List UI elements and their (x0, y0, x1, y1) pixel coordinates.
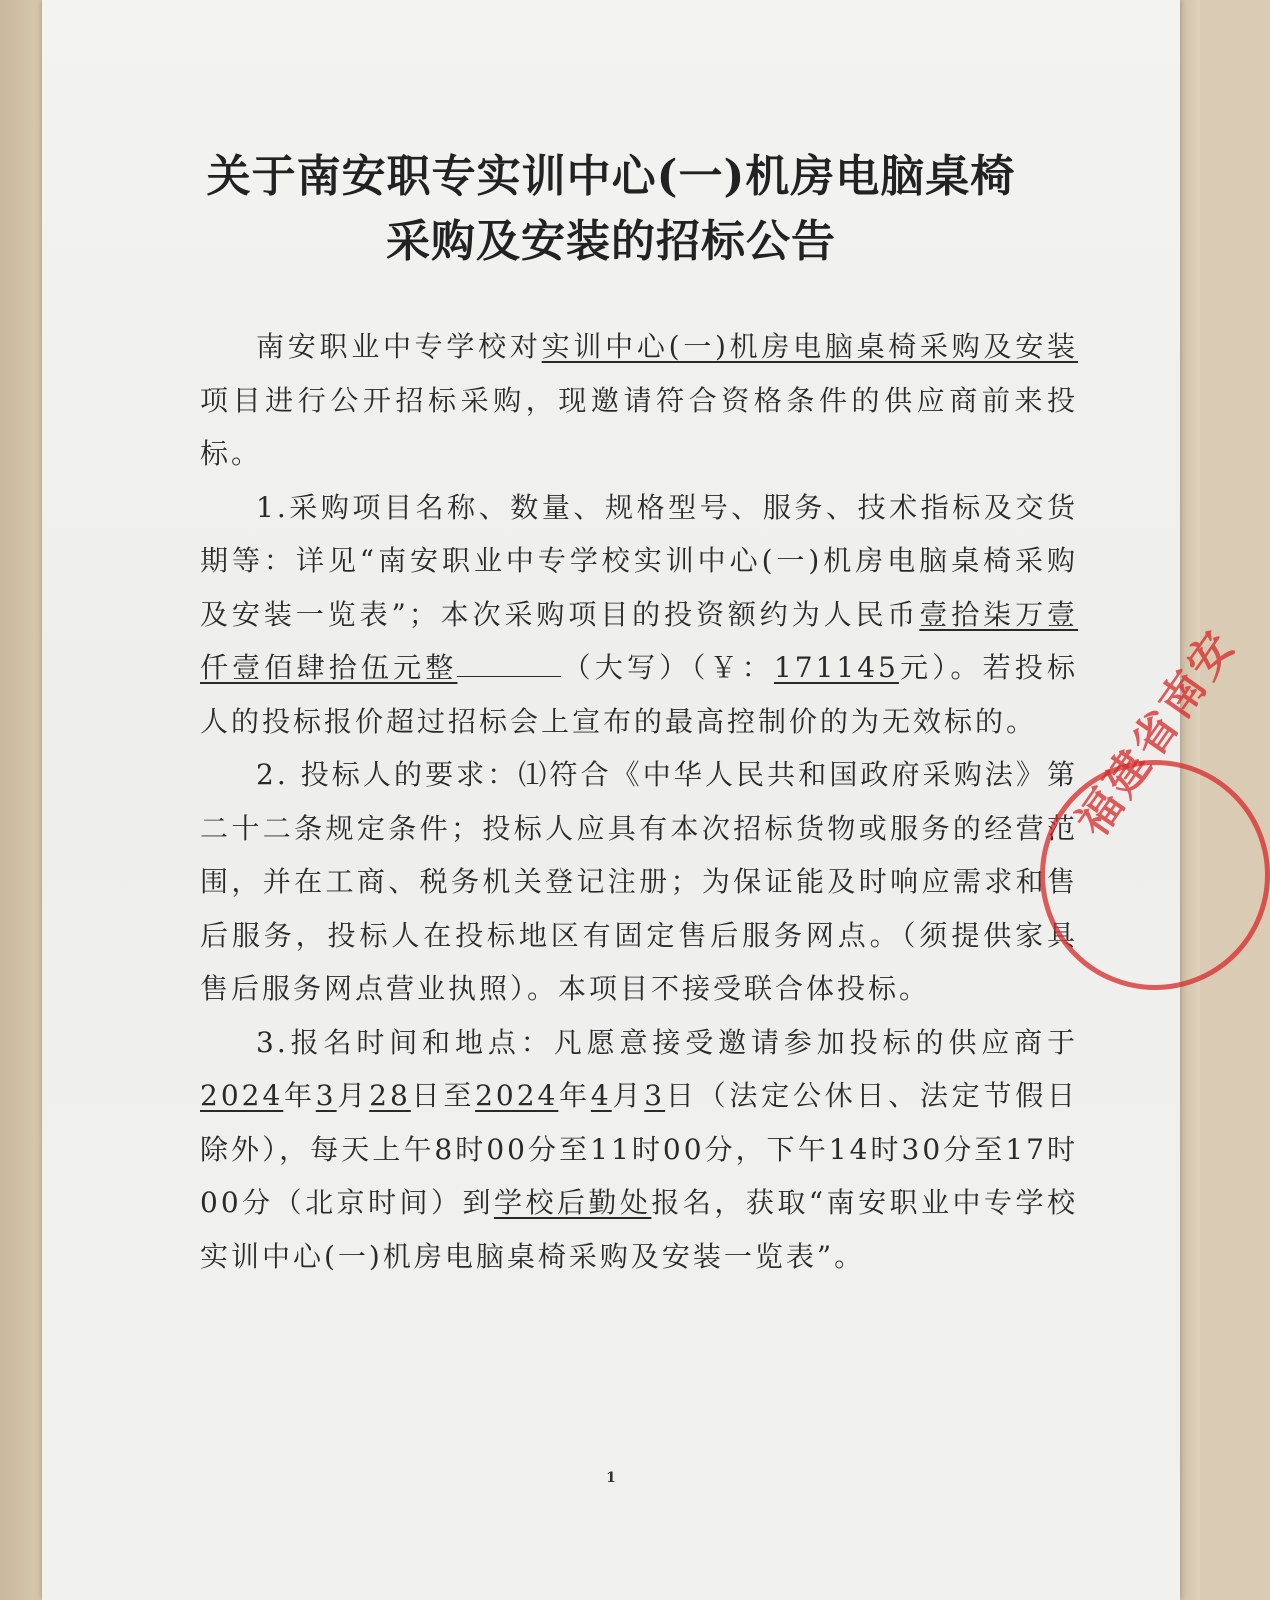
document-title-line-1: 关于南安职专实训中心(一)机房电脑桌椅 (206, 151, 1016, 202)
document-body (200, 320, 1078, 1283)
project-name-underlined: 实训中心(一)机房电脑桌椅采购及安装 (541, 330, 1078, 363)
section-3-paragraph (200, 1016, 1078, 1284)
end-year: 2024 (475, 1079, 559, 1112)
end-day: 3 (644, 1079, 666, 1112)
official-seal-text: 福建省南安 (1067, 619, 1247, 846)
start-month: 3 (315, 1079, 337, 1112)
unit-day: 日 (410, 1079, 444, 1112)
unit-year: 年 (558, 1079, 591, 1112)
section-1-text-a: 1.采购项目名称、数量、规格型号、服务、技术指标及交货期等：详见“南安职业中专学校实训中心(一)机房电脑桌椅采购及安装一览表”；本次采购项目的投资额约为人民币 (200, 490, 1078, 631)
intro-paragraph (200, 320, 1078, 481)
unit-month: 月 (611, 1079, 645, 1112)
amount-in-words: 壹拾柒万壹仟壹佰肆拾伍元整 (200, 597, 1078, 684)
end-month: 4 (590, 1079, 612, 1112)
section-3-text-a: 3.报名时间和地点：凡愿意接受邀请参加投标的供应商于 (256, 1025, 1078, 1059)
underline-blank (457, 642, 561, 677)
desk-surface-left (0, 0, 44, 1600)
registration-place: 学校后勤处 (493, 1186, 652, 1219)
page-number: 1 (606, 1470, 616, 1486)
intro-text-a: 南安职业中专学校对 (256, 330, 542, 363)
section-1-text-c: 元）。若投标人的投标报价超过招标会上宣布的最高控制价的为无效标的。 (200, 651, 1078, 738)
start-year: 2024 (200, 1079, 284, 1112)
section-1-paragraph (200, 481, 1078, 749)
document-page (42, 0, 1180, 1600)
section-2-paragraph: 2. 投标人的要求：⑴符合《中华人民共和国政府采购法》第二十二条规定条件；投标人应具有本次招标货物或服务的经营范围，并在工商、税务机关登记注册；为保证能及时响应需求和售后服务，投标人在投标地区有固定售后服务网点。（须提供家具售后服务网点营业执照）。本项目不接受联合体投标。 (200, 758, 1078, 1005)
intro-text-c: 项目进行公开招标采购，现邀请符合资格条件的供应商前来投标。 (200, 383, 1078, 470)
unit-day: 日 (665, 1079, 698, 1112)
start-day: 28 (369, 1079, 411, 1112)
date-range-to: 至 (443, 1079, 476, 1112)
section-3-text-c: 报名，获取“南安职业中专学校实训中心(一)机房电脑桌椅采购及安装一览表”。 (200, 1186, 1078, 1273)
amount-in-figures: 171145 (773, 651, 899, 684)
unit-month: 月 (336, 1079, 370, 1112)
document-title-line-2: 采购及安装的招标公告 (386, 216, 836, 267)
unit-year: 年 (283, 1079, 316, 1112)
section-1-text-b: （大写）（￥： (561, 651, 774, 684)
section-3-text-b: （法定公休日、法定节假日除外），每天上午8时00分至11时00分，下午14时30分至17时00分（北京时间）到 (200, 1079, 1078, 1219)
